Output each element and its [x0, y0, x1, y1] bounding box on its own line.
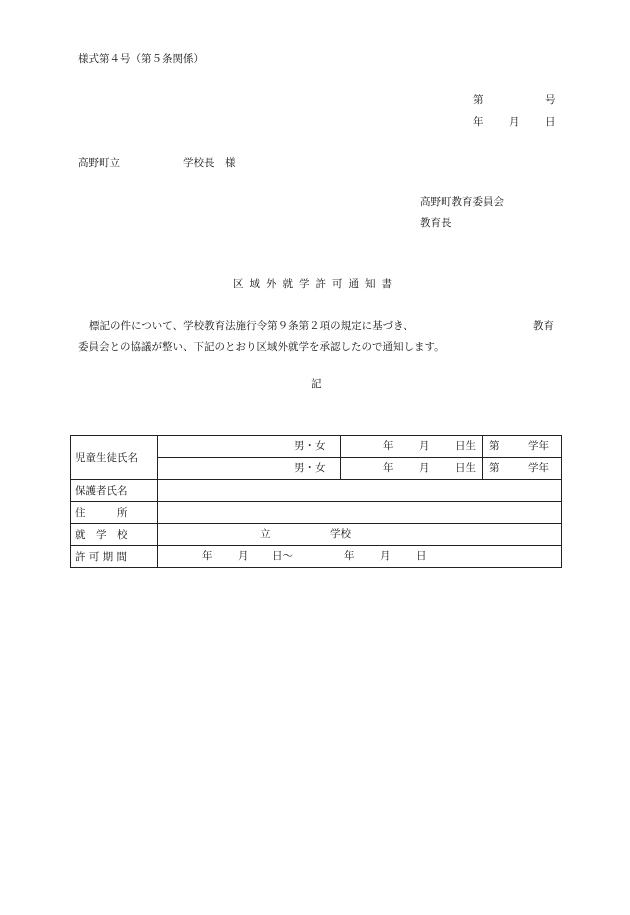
body-line-2: 委員会との協議が整い、下記のとおり区域外就学を承認したので通知します。	[78, 341, 445, 353]
grade-1[interactable]	[483, 436, 562, 458]
birth-day-1: 日生	[455, 440, 476, 452]
student-name-2[interactable]	[158, 458, 341, 480]
grade-suffix-1: 学年	[528, 440, 549, 452]
guardian-label: 保護者氏名	[71, 480, 158, 502]
period-day-1: 日～	[272, 550, 293, 562]
birth-month-1: 月	[419, 440, 430, 452]
period-month-1: 月	[238, 550, 249, 562]
address-field[interactable]	[158, 502, 562, 524]
addressee-prefix: 高野町立	[78, 157, 120, 169]
body-line-1: 標記の件について、学校教育法施行令第９条第２項の規定に基づき、	[89, 320, 414, 332]
period-year-1: 年	[202, 550, 213, 562]
date-month: 月	[509, 116, 520, 128]
date-year: 年	[473, 116, 484, 128]
students-label: 児童生徒氏名	[71, 436, 158, 480]
permit-table	[70, 435, 562, 568]
addressee-suffix: 学校長 様	[183, 157, 236, 169]
birthdate-2[interactable]	[341, 458, 483, 480]
gender-option-1: 男・女	[294, 440, 326, 452]
student-row-1	[71, 436, 562, 458]
grade-prefix-2: 第	[489, 462, 500, 474]
birthdate-1[interactable]	[341, 436, 483, 458]
guardian-row	[71, 480, 562, 502]
document-number-suffix: 号	[545, 94, 556, 106]
school-row	[71, 524, 562, 546]
sender-title: 教育長	[420, 217, 452, 229]
birth-year-1: 年	[383, 440, 394, 452]
period-year-2: 年	[344, 550, 355, 562]
birth-month-2: 月	[419, 462, 430, 474]
grade-suffix-2: 学年	[528, 462, 549, 474]
document-number-prefix: 第	[473, 94, 484, 106]
document-title: 区域外就学許可通知書	[233, 278, 398, 290]
birth-year-2: 年	[383, 462, 394, 474]
student-name-1[interactable]	[158, 436, 341, 458]
address-row	[71, 502, 562, 524]
guardian-name-field[interactable]	[158, 480, 562, 502]
school-label: 就 学 校	[71, 524, 158, 546]
school-gakko: 学校	[330, 528, 351, 540]
school-field[interactable]	[158, 524, 562, 546]
ki-heading: 記	[311, 378, 322, 390]
period-field[interactable]	[158, 546, 562, 568]
form-number: 様式第４号（第５条関係）	[78, 53, 204, 65]
date-day: 日	[545, 116, 556, 128]
period-row	[71, 546, 562, 568]
address-label: 住 所	[71, 502, 158, 524]
sender-organization: 高野町教育委員会	[420, 196, 504, 208]
period-month-2: 月	[380, 550, 391, 562]
birth-day-2: 日生	[455, 462, 476, 474]
body-line-1-end: 教育	[533, 320, 554, 332]
period-day-2: 日	[416, 550, 427, 562]
school-ritsu: 立	[260, 528, 271, 540]
grade-2[interactable]	[483, 458, 562, 480]
period-label: 許 可 期 間	[71, 546, 158, 568]
grade-prefix-1: 第	[489, 440, 500, 452]
gender-option-2: 男・女	[294, 462, 326, 474]
